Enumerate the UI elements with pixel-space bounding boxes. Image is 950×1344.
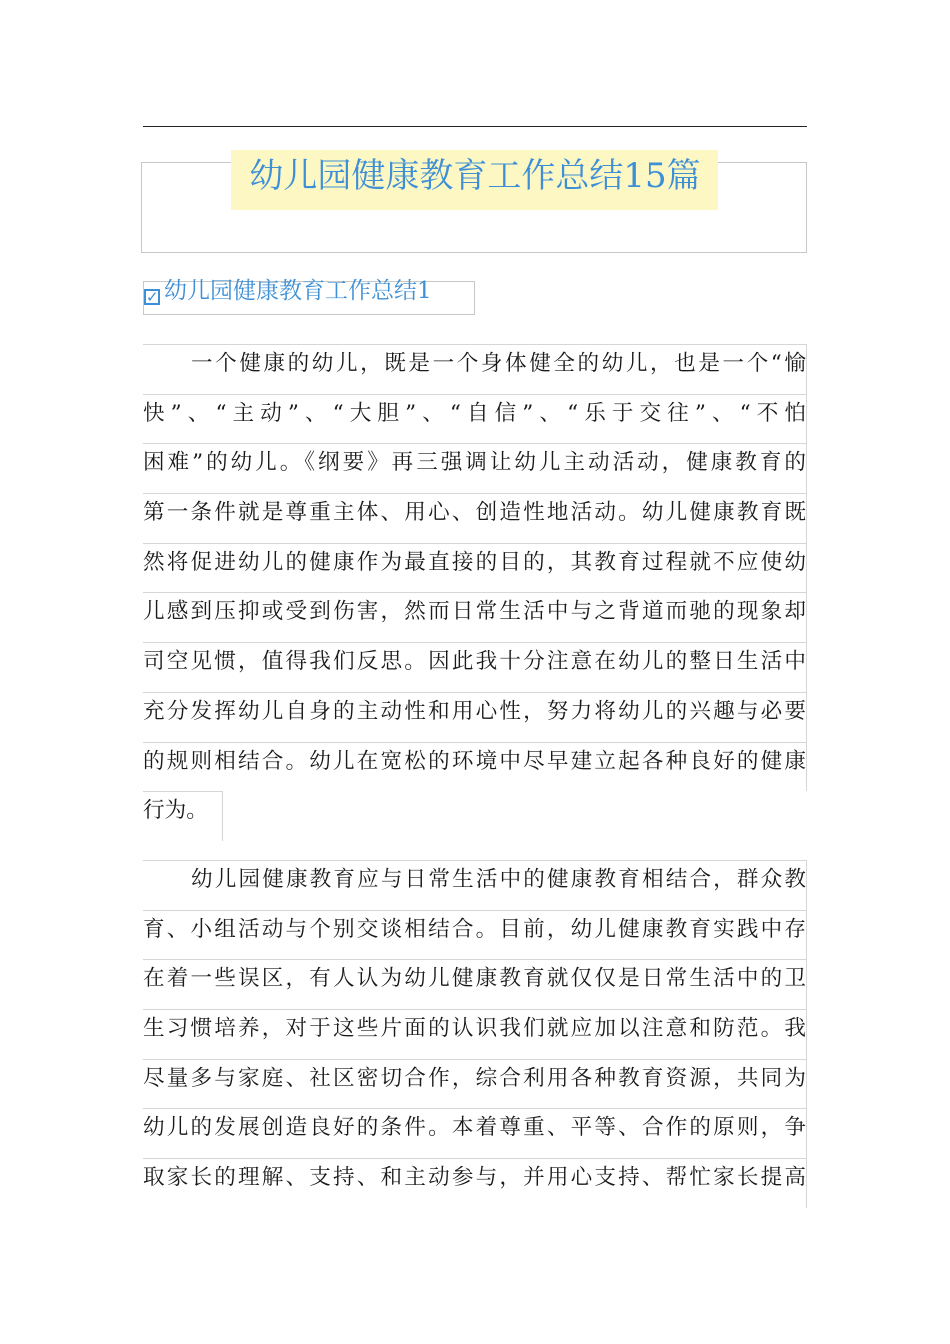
- text-line: 取家长的理解、支持、和主动参与，并用心支持、帮忙家长提高: [143, 1158, 807, 1208]
- text-line: 幼儿园健康教育应与日常生活中的健康教育相结合，群众教: [143, 860, 807, 910]
- section-title: 幼儿园健康教育工作总结1: [164, 278, 432, 304]
- text-line: 充分发挥幼儿自身的主动性和用心性，努力将幼儿的兴趣与必要: [143, 692, 807, 742]
- text-line: 在着一些误区，有人认为幼儿健康教育就仅仅是日常生活中的卫: [143, 959, 807, 1009]
- text-line: 第一条件就是尊重主体、用心、创造性地活动。幼儿健康教育既: [143, 493, 807, 543]
- text-line: 司空见惯，值得我们反思。因此我十分注意在幼儿的整日生活中: [143, 642, 807, 692]
- text-line: 然将促进幼儿的健康作为最直接的目的，其教育过程就不应使幼: [143, 543, 807, 593]
- text-line: 育、小组活动与个别交谈相结合。目前，幼儿健康教育实践中存: [143, 910, 807, 960]
- text-line: 幼儿的发展创造良好的条件。本着尊重、平等、合作的原则，争: [143, 1108, 807, 1158]
- checkbox-icon: ✓: [146, 288, 159, 306]
- header-rule: [143, 126, 807, 127]
- text-line: 儿感到压抑或受到伤害，然而日常生活中与之背道而驰的现象却: [143, 592, 807, 642]
- text-line: 生习惯培养，对于这些片面的认识我们就应加以注意和防范。我: [143, 1009, 807, 1059]
- text-line: 尽量多与家庭、社区密切合作，综合利用各种教育资源，共同为: [143, 1059, 807, 1109]
- text-line: 快”、“主动”、“大胆”、“自信”、“乐于交往”、“不怕: [143, 394, 807, 444]
- text-line: 困难”的幼儿。《纲要》再三强调让幼儿主动活动，健康教育的: [143, 443, 807, 493]
- text-line: 的规则相结合。幼儿在宽松的环境中尽早建立起各种良好的健康: [143, 742, 807, 792]
- paragraph-1: [143, 344, 807, 845]
- document-title: 幼儿园健康教育工作总结15篇: [249, 156, 701, 196]
- text-line: 一个健康的幼儿，既是一个身体健全的幼儿，也是一个“愉: [143, 344, 807, 394]
- text-line: 行为。: [143, 791, 223, 841]
- paragraph-2: [143, 860, 807, 1208]
